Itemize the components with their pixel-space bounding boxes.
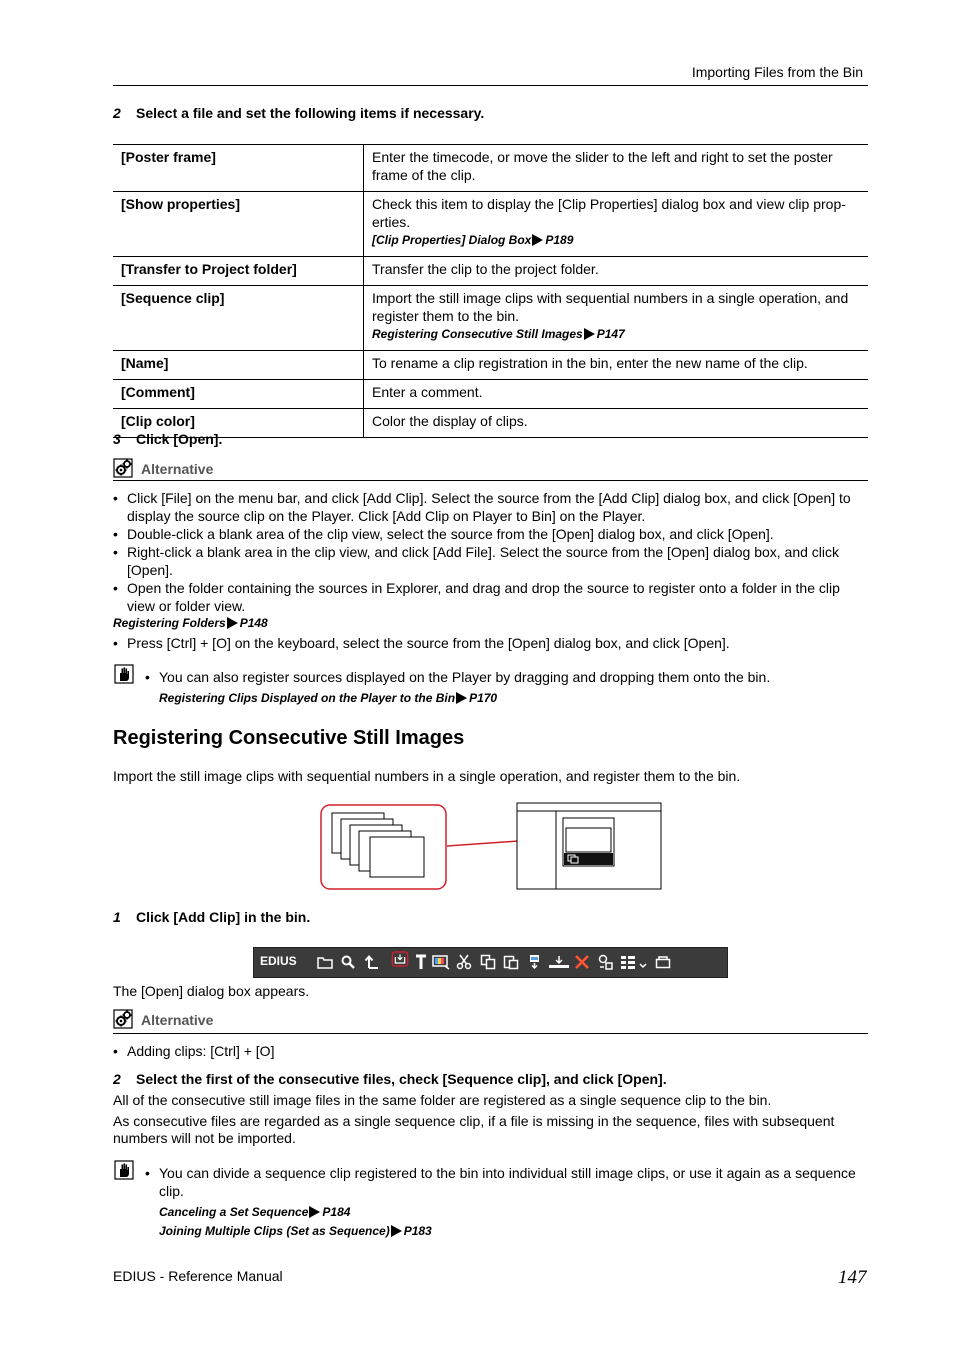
step-number: 3 [113,431,121,447]
note-text: You can also register sources displayed on the Player by dragging and dropping them onto the bin. [159,669,771,685]
ref-page: P170 [469,691,498,705]
cut-icon[interactable] [456,954,472,970]
step-1-add-clip [113,909,310,925]
folder-view-icon[interactable] [317,954,333,970]
cross-reference-link[interactable] [145,1203,869,1221]
list-item: • Right-click a blank area in the clip view, and click [Add File]. Select the source from the [Open] dialog box, and click [Open]. [113,543,868,579]
add-title-icon[interactable] [415,954,427,970]
table-key: [Sequence clip] [113,286,364,351]
table-key: [Transfer to Project folder] [113,257,364,286]
view-mode-icon[interactable] [620,954,636,970]
note-hand-icon [114,664,134,684]
list-item [113,1042,868,1060]
bin-toolbar [253,947,728,978]
page-arrow-icon [584,328,595,340]
ref-title: Registering Consecutive Still Images [372,327,583,341]
color-bar-icon[interactable] [432,954,450,970]
table-key: [Poster frame] [113,145,364,192]
table-desc-cell [364,286,869,351]
still-image-file-icon [370,837,424,877]
ref-page: P189 [545,233,574,247]
cross-reference-link[interactable] [145,689,865,707]
table-key: [Clip color] [113,409,364,438]
table-desc: Color the display of clips. [364,409,869,438]
table-desc-cell [364,192,869,257]
step-text: Select a file and set the following items if necessary. [136,105,485,121]
cross-reference-link[interactable] [372,325,860,343]
sequence-clip-icon [571,857,578,863]
cross-reference-link[interactable] [113,614,268,632]
add-clip-button[interactable] [387,951,413,967]
ref-page: P184 [322,1205,351,1219]
alternative-header [113,458,868,481]
alternative-list-extra [113,634,868,652]
page-arrow-icon [309,1206,320,1218]
step-number: 1 [113,909,121,925]
gears-icon [113,458,133,478]
paragraph: All of the consecutive still image files in the same folder are registered as a single sequence clip to the bin. [113,1092,772,1108]
alternative-list [113,489,868,615]
bullet-icon: • [145,1165,150,1181]
table-desc: Enter a comment. [364,380,869,409]
step-text: Click [Add Clip] in the bin. [136,909,311,925]
step-text: Select the first of the consecutive files, check [Sequence clip], and click [Open]. [136,1071,667,1087]
step-2-select-file [113,105,484,121]
add-to-timeline-icon[interactable] [548,954,570,970]
table-row [113,145,868,192]
open-dialog-text: The [Open] dialog box appears. [113,983,310,999]
table-desc: Transfer the clip to the project folder. [364,257,869,286]
page-arrow-icon [532,234,543,246]
note-text: You can divide a sequence clip registered to the bin into individual still image clips, or use it again as a sequence clip. [159,1165,856,1199]
table-row [113,257,868,286]
note-block [145,1164,869,1240]
table-key: [Comment] [113,380,364,409]
alternative-list [113,1042,868,1060]
table-row [113,380,868,409]
bullet-icon: • [145,669,150,685]
running-header: Importing Files from the Bin [691,64,863,80]
delete-icon[interactable] [574,954,590,970]
alternative-label: Alternative [141,461,214,477]
list-item: • Press [Ctrl] + [O] on the keyboard, select the source from the [Open] dialog box, and click [Open]. [113,634,868,652]
section-intro: Import the still image clips with sequential numbers in a single operation, and register them to the bin. [113,768,741,784]
step-2-select-first-file [113,1071,667,1087]
copy-icon[interactable] [480,954,496,970]
search-icon[interactable] [340,954,356,970]
table-key: [Show properties] [113,192,364,257]
table-desc: To rename a clip registration in the bin, enter the new name of the clip. [364,351,869,380]
cross-reference-link[interactable] [145,1222,869,1240]
header-rule [113,85,868,86]
cross-reference-link[interactable] [372,231,860,249]
step-number: 2 [113,105,121,121]
table-row [113,192,868,257]
ref-title: Canceling a Set Sequence [159,1205,309,1219]
table-row [113,351,868,380]
properties-icon[interactable] [597,954,613,970]
section-title: Registering Consecutive Still Images [113,727,465,749]
footer-manual-title: EDIUS - Reference Manual [113,1268,283,1284]
ref-title: Registering Clips Displayed on the Player to the Bin [159,691,456,705]
clip-preview [566,828,611,852]
list-item: • Open the folder containing the sources in Explorer, and drag and drop the source to register onto a folder in the clip view or folder view. [113,579,868,615]
alternative-label: Alternative [141,1012,214,1028]
edius-logo: EDIUS [260,954,297,968]
paste-icon[interactable] [503,954,519,970]
list-item: • Double-click a blank area of the clip view, select the source from the [Open] dialog box, and click [Open]. [113,525,868,543]
step-text: Click [Open]. [136,431,223,447]
page-arrow-icon [456,692,467,704]
note-block [145,668,865,707]
table-row [113,409,868,438]
chevron-down-icon[interactable] [639,958,647,974]
up-folder-icon[interactable] [364,954,380,970]
shortcut-keys: [Ctrl] + [O] [210,1043,275,1059]
ref-page: P183 [403,1224,432,1238]
ref-title: Registering Folders [113,616,226,630]
list-item: • Click [File] on the menu bar, and click [Add Clip]. Select the source from the [Add Clip] dialog box, and click [Open] to display the source clip on the Player. Click [Add Clip on Player to Bin] on the Player. [113,489,868,525]
page-arrow-icon [227,617,238,629]
paragraph: As consecutive files are regarded as a single sequence clip, if a file is missing in the sequence, files with subsequent numbers will not be imported. [113,1113,835,1146]
alternative-header [113,1009,868,1034]
ref-page: P148 [239,616,268,630]
page-number: 147 [838,1267,867,1288]
table-desc: Check this item to display the [Clip Properties] dialog box and view clip prop-erties. [372,196,846,230]
table-desc: Enter the timecode, or move the slider to the left and right to set the poster frame of the clip. [364,145,869,192]
table-desc: Import the still image clips with sequential numbers in a single operation, and register them to the bin. [372,290,849,324]
page-arrow-icon [391,1225,402,1237]
sequence-import-diagram [318,801,664,893]
gears-icon [113,1009,133,1029]
dialog-items-table [113,144,868,438]
shortcut-prefix: Adding clips: [127,1043,211,1059]
note-hand-icon [114,1160,134,1180]
player-display-icon[interactable] [528,954,542,970]
table-key: [Name] [113,351,364,380]
table-row [113,286,868,351]
ref-title: [Clip Properties] Dialog Box [372,233,532,247]
step-3-click-open [113,431,222,447]
step-number: 2 [113,1071,121,1087]
ref-title: Joining Multiple Clips (Set as Sequence) [159,1224,390,1238]
open-folder-icon[interactable] [655,954,671,970]
ref-page: P147 [596,327,625,341]
